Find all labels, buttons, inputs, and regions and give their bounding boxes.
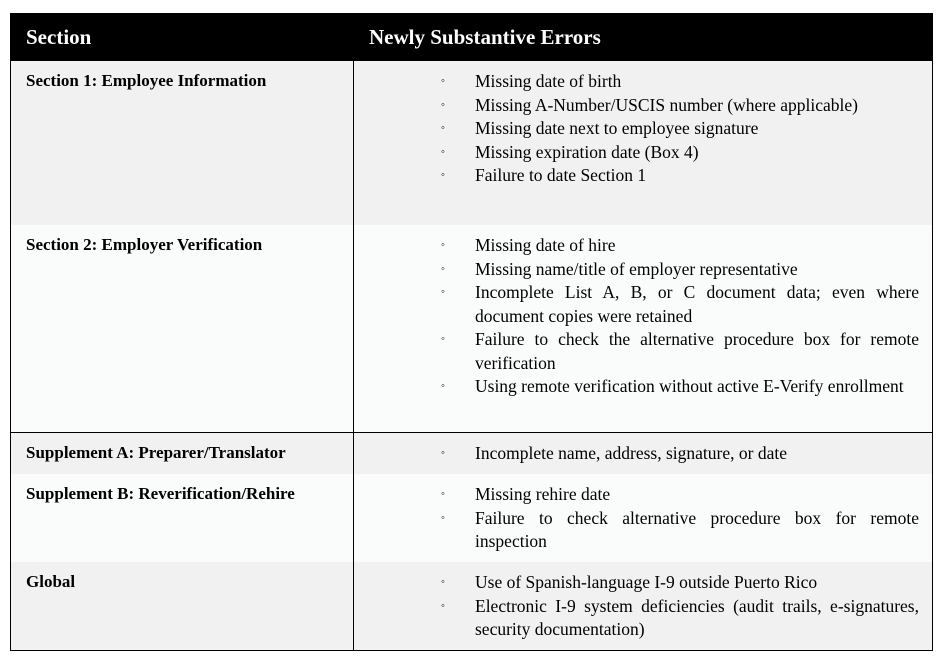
bullet-icon: ◦ (441, 98, 445, 111)
error-item (441, 258, 919, 282)
bullet-icon: ◦ (441, 447, 445, 459)
error-item (441, 375, 919, 399)
error-item (441, 442, 919, 466)
error-text: Electronic I-9 system deficiencies (audit trails, e-signatures, security documentation) (475, 595, 919, 639)
error-text: Failure to check the alternative procedure box for remote verification (475, 329, 919, 373)
error-text: Failure to check alternative procedure box for remote inspection (475, 507, 919, 551)
error-list (441, 234, 919, 399)
error-text: Incomplete List A, B, or C document data; even where document copies were retained (475, 282, 919, 326)
section-label: Supplement B: Reverification/Rehire (11, 474, 354, 562)
error-list (441, 442, 919, 466)
bullet-icon: ◦ (441, 333, 445, 345)
error-item (441, 70, 919, 94)
bullet-icon: ◦ (441, 169, 445, 181)
section-label: Section 1: Employee Information (11, 61, 354, 225)
error-text: Missing A-Number/USCIS number (where applicable) (475, 94, 858, 115)
error-item (441, 595, 919, 642)
error-item (441, 94, 919, 118)
error-item (441, 117, 919, 141)
error-text: Using remote verification without active E-Verify enrollment (475, 376, 904, 396)
bullet-icon: ◦ (441, 380, 445, 392)
error-item (441, 483, 919, 507)
error-text: Use of Spanish-language I-9 outside Puerto Rico (475, 572, 818, 592)
header-errors: Newly Substantive Errors (369, 25, 601, 49)
error-text: Missing date of hire (475, 235, 616, 255)
section-label: Global (11, 562, 354, 650)
error-item (441, 141, 919, 165)
error-item (441, 234, 919, 258)
table-row (11, 474, 932, 562)
error-list (441, 70, 919, 188)
table-row (11, 562, 932, 650)
error-item (441, 571, 919, 595)
bullet-icon: ◦ (441, 145, 445, 158)
error-text: Missing date next to employee signature (475, 118, 759, 138)
table-row (11, 61, 932, 225)
bullet-icon: ◦ (441, 262, 445, 275)
error-text: Missing date of birth (475, 71, 622, 91)
header-section: Section (11, 13, 354, 61)
table-header (11, 13, 932, 61)
section-label: Supplement A: Preparer/Translator (11, 433, 354, 474)
error-text: Missing rehire date (475, 484, 611, 504)
table-row (11, 432, 932, 474)
bullet-icon: ◦ (441, 599, 445, 612)
bullet-icon: ◦ (441, 576, 445, 588)
bullet-icon: ◦ (441, 75, 445, 87)
error-text: Missing name/title of employer representative (475, 258, 798, 279)
errors-table (10, 13, 933, 651)
table-row (11, 225, 932, 432)
error-item (441, 507, 919, 554)
error-list (441, 571, 919, 642)
error-text: Incomplete name, address, signature, or date (475, 443, 787, 463)
error-text: Missing expiration date (Box 4) (475, 141, 699, 162)
bullet-icon: ◦ (441, 122, 445, 134)
bullet-icon: ◦ (441, 286, 445, 298)
section-label: Section 2: Employer Verification (11, 225, 354, 432)
bullet-icon: ◦ (441, 488, 445, 500)
error-item (441, 328, 919, 375)
error-item (441, 281, 919, 328)
error-text: Failure to date Section 1 (475, 165, 647, 185)
bullet-icon: ◦ (441, 239, 445, 251)
error-list (441, 483, 919, 554)
bullet-icon: ◦ (441, 511, 445, 524)
error-item (441, 164, 919, 188)
